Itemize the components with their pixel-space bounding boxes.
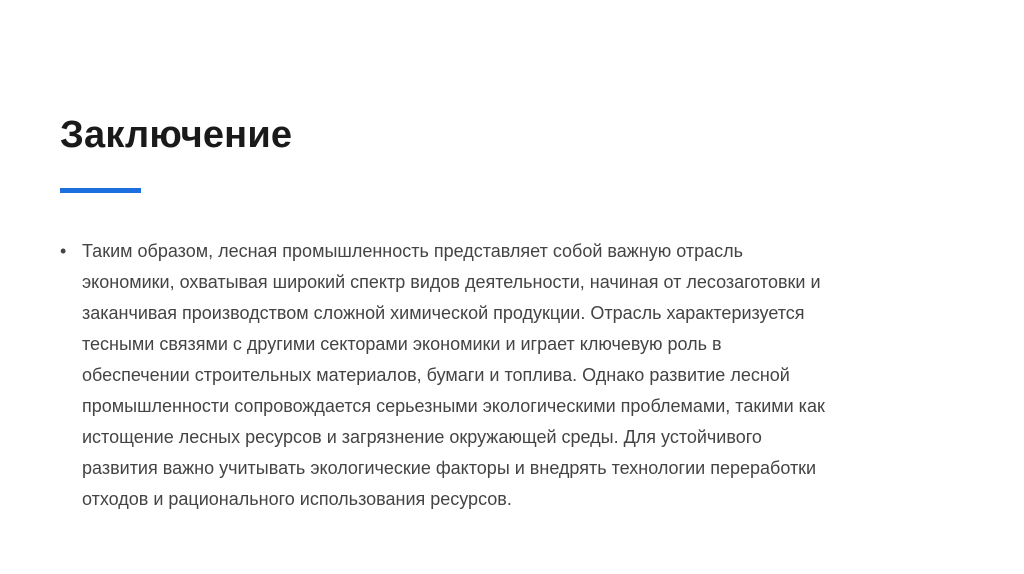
bullet-text-line: отходов и рационального использования ресурсов. [82,489,512,509]
bullet-dot-icon: • [60,241,67,261]
bullet-list [60,236,960,515]
bullet-text-line: истощение лесных ресурсов и загрязнение окружающей среды. Для устойчивого [82,427,762,447]
bullet-text-line: обеспечении строительных материалов, бумаги и топлива. Однако развитие лесной [82,365,790,385]
bullet-text-line: тесными связями с другими секторами экономики и играет ключевую роль в [82,334,722,354]
bullet-text-line: промышленности сопровождается серьезными экологическими проблемами, такими как [82,396,825,416]
slide-title: Заключение [60,114,293,156]
bullet-text-line: экономики, охватывая широкий спектр видов деятельности, начиная от лесозаготовки и [82,272,821,292]
title-accent-bar [60,188,141,193]
bullet-text-line: заканчивая производством сложной химической продукции. Отрасль характеризуется [82,303,805,323]
bullet-text-line: Таким образом, лесная промышленность представляет собой важную отрасль [82,241,744,261]
bullet-text-line: развития важно учитывать экологические факторы и внедрять технологии переработки [82,458,817,478]
bullet-item [60,236,960,515]
